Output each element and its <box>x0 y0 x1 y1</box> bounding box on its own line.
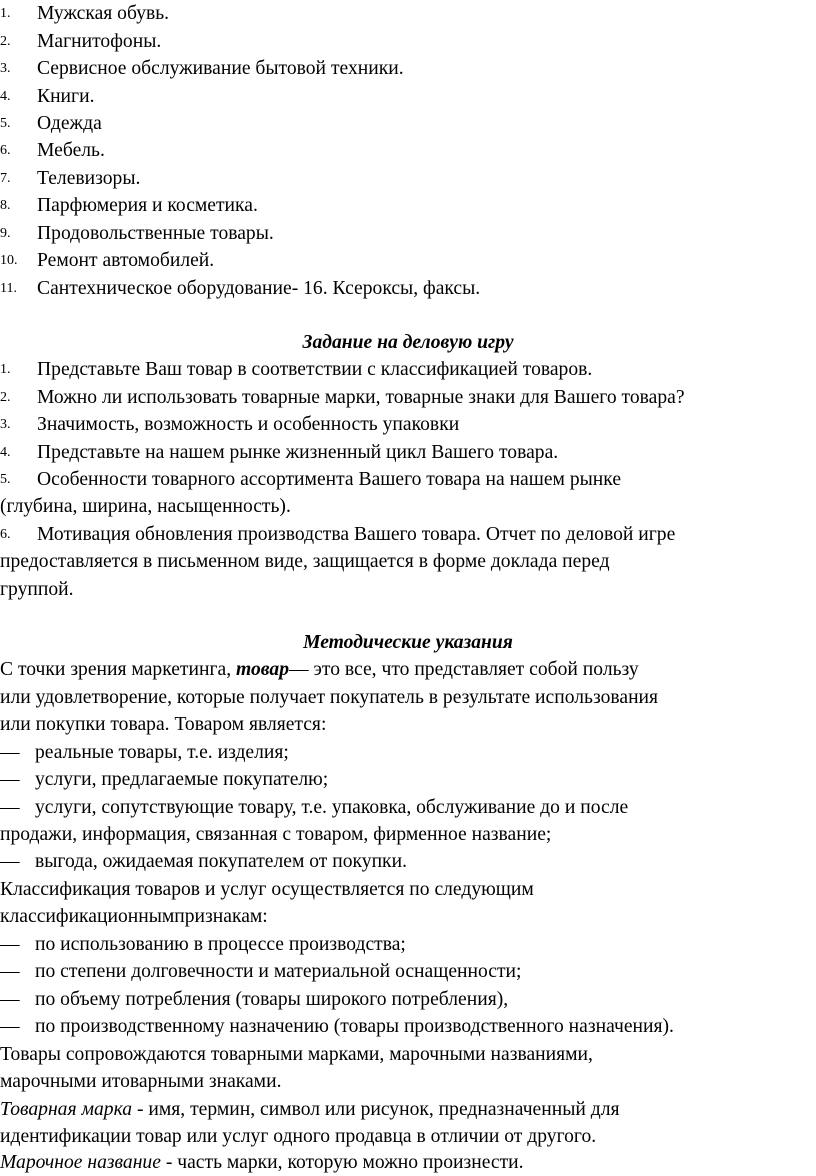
section-heading: Методические указания <box>303 632 513 653</box>
definition-term: Марочное название <box>0 1152 161 1173</box>
definition-term: Товарная марка <box>0 1099 133 1120</box>
section-heading: Задание на деловую игру <box>302 332 514 353</box>
term-highlight: товар <box>236 659 289 680</box>
